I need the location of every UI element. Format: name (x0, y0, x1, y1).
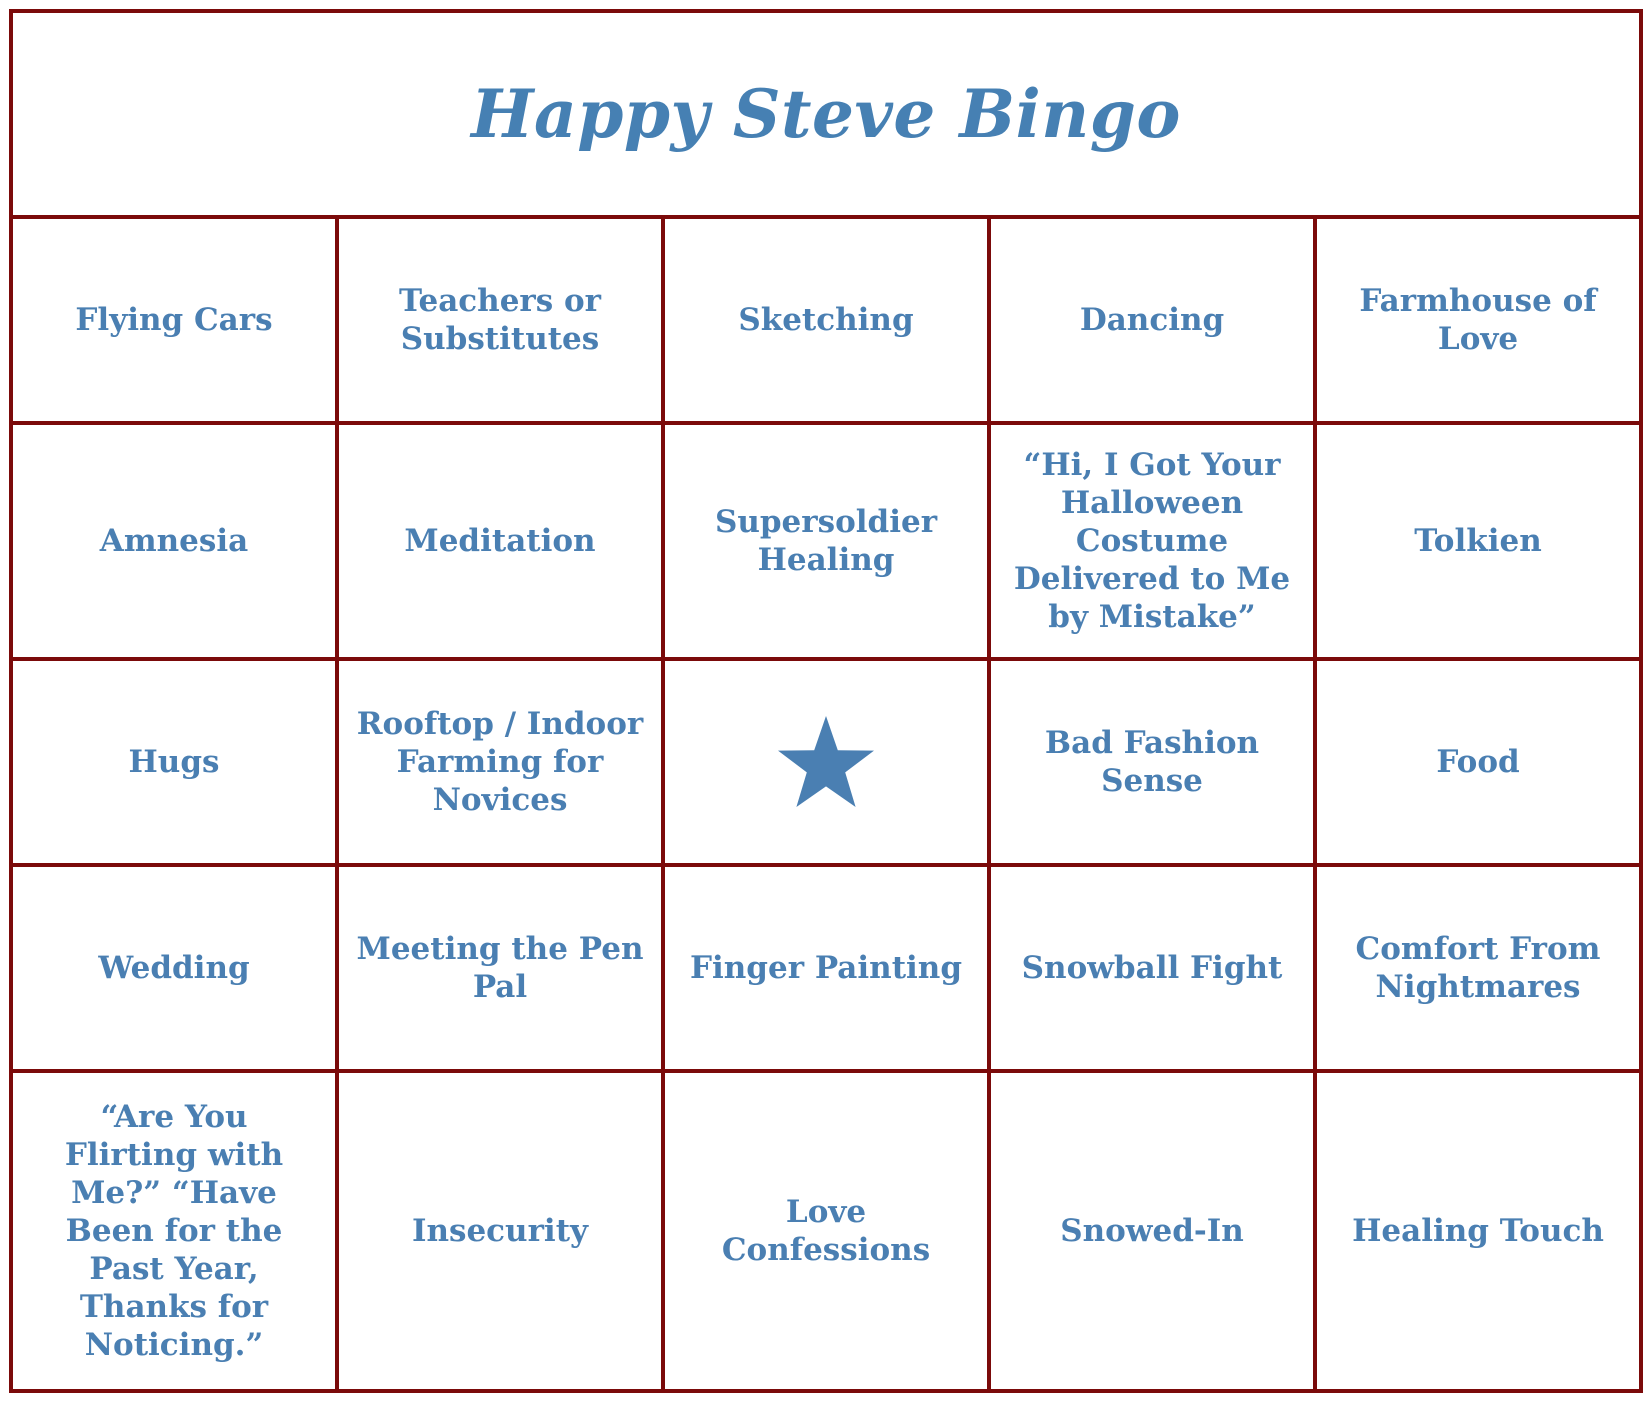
bingo-cell[interactable] (339, 1073, 665, 1389)
bingo-cell[interactable] (1317, 425, 1639, 661)
bingo-cell[interactable] (13, 425, 339, 661)
bingo-cell-label: Tolkien (1414, 523, 1542, 559)
bingo-cell-label: Meeting the Pen Pal (356, 931, 644, 1005)
bingo-cell-label: Wedding (98, 950, 250, 986)
bingo-cell-label: Snowed-In (1060, 1213, 1244, 1249)
bingo-cell[interactable] (1317, 867, 1639, 1073)
bingo-cell[interactable] (665, 425, 991, 661)
bingo-cell-label: Sketching (738, 302, 914, 338)
bingo-cell-label: Insecurity (411, 1213, 589, 1249)
bingo-cell-label: Food (1436, 744, 1520, 780)
bingo-cell-label: Hugs (128, 744, 220, 780)
bingo-cell-label: Teachers or Substitutes (398, 283, 602, 357)
bingo-cell[interactable] (13, 661, 339, 867)
star-icon (776, 714, 876, 810)
bingo-cell[interactable] (339, 867, 665, 1073)
bingo-cell[interactable] (1317, 661, 1639, 867)
bingo-cell-label: Love Confessions (721, 1194, 931, 1268)
bingo-cell[interactable] (991, 1073, 1317, 1389)
bingo-cell-label: Comfort From Nightmares (1355, 931, 1601, 1005)
bingo-cell-label: “Are You Flirting with Me?” “Have Been for the Past Year, Thanks for Noticing.” (64, 1099, 284, 1363)
bingo-cell[interactable] (991, 425, 1317, 661)
bingo-cell[interactable] (1317, 219, 1639, 425)
bingo-cell[interactable] (13, 1073, 339, 1389)
free-space-cell[interactable] (665, 661, 991, 867)
bingo-cell-label: Snowball Fight (1021, 950, 1283, 986)
bingo-cell[interactable] (13, 867, 339, 1073)
bingo-cell-label: “Hi, I Got Your Halloween Costume Delivered to Me by Mistake” (1013, 447, 1291, 635)
title-cell (13, 13, 1639, 219)
bingo-cell-label: Rooftop / Indoor Farming for Novices (356, 706, 644, 818)
bingo-cell[interactable] (665, 867, 991, 1073)
page-title: Happy Steve Bingo (471, 75, 1181, 153)
bingo-cell[interactable] (339, 661, 665, 867)
bingo-cell-label: Farmhouse of Love (1359, 283, 1597, 357)
bingo-cell[interactable] (1317, 1073, 1639, 1389)
bingo-cell[interactable] (991, 867, 1317, 1073)
bingo-cell-label: Finger Painting (689, 950, 963, 986)
bingo-cell-label: Meditation (404, 523, 596, 559)
bingo-cell[interactable] (13, 219, 339, 425)
bingo-cell[interactable] (339, 425, 665, 661)
bingo-cell-label: Supersoldier Healing (714, 504, 938, 578)
bingo-cell-label: Amnesia (99, 523, 249, 559)
bingo-cell-label: Bad Fashion Sense (1044, 725, 1260, 799)
bingo-cell[interactable] (665, 1073, 991, 1389)
bingo-card (9, 9, 1643, 1393)
bingo-cell[interactable] (991, 661, 1317, 867)
bingo-cell[interactable] (665, 219, 991, 425)
bingo-cell[interactable] (991, 219, 1317, 425)
bingo-cell-label: Healing Touch (1352, 1213, 1604, 1249)
bingo-cell[interactable] (339, 219, 665, 425)
bingo-cell-label: Dancing (1079, 302, 1225, 338)
bingo-cell-label: Flying Cars (75, 302, 273, 338)
